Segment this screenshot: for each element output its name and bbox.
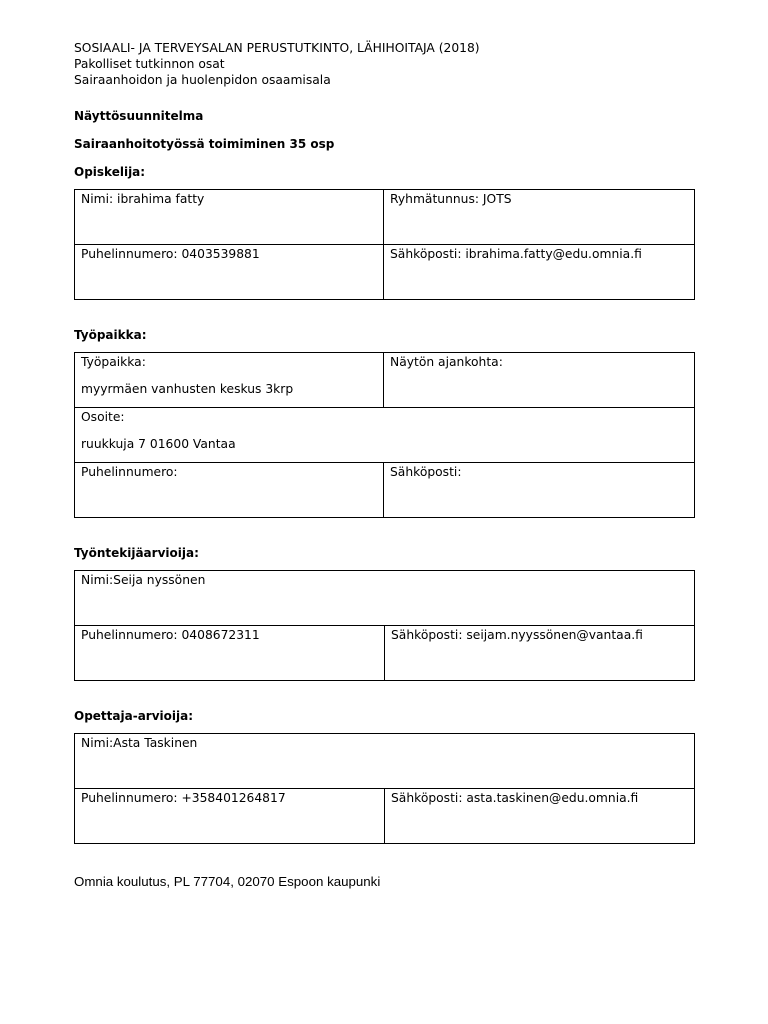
teacher-assessor-section-label: Opettaja-arvioija: bbox=[74, 709, 194, 723]
table-row bbox=[75, 626, 695, 681]
table-row bbox=[75, 190, 695, 245]
employer-assessor-section-label: Työntekijäarvioija: bbox=[74, 546, 199, 560]
workplace-name-label: Työpaikka: bbox=[81, 355, 146, 369]
student-group-cell: Ryhmätunnus: JOTS bbox=[384, 190, 695, 245]
workplace-phone-cell: Puhelinnumero: bbox=[75, 463, 384, 518]
teacher-assessor-phone-cell: Puhelinnumero: +358401264817 bbox=[75, 789, 385, 844]
table-row bbox=[75, 571, 695, 626]
student-table bbox=[74, 189, 695, 300]
teacher-assessor-email-cell: Sähköposti: asta.taskinen@edu.omnia.fi bbox=[385, 789, 695, 844]
degree-parts: Pakolliset tutkinnon osat bbox=[74, 57, 225, 71]
employer-assessor-name-cell: Nimi:Seija nyssönen bbox=[75, 571, 695, 626]
degree-specialization: Sairaanhoidon ja huolenpidon osaamisala bbox=[74, 73, 331, 87]
workplace-section-label: Työpaikka: bbox=[74, 328, 147, 342]
document-title: Näyttösuunnitelma bbox=[74, 109, 204, 123]
teacher-assessor-table bbox=[74, 733, 695, 844]
employer-assessor-table bbox=[74, 570, 695, 681]
table-row bbox=[75, 789, 695, 844]
table-row bbox=[75, 408, 695, 463]
module-title: Sairaanhoitotyössä toimiminen 35 osp bbox=[74, 137, 335, 151]
table-row bbox=[75, 353, 695, 408]
workplace-address-cell bbox=[75, 408, 695, 463]
workplace-table bbox=[74, 352, 695, 518]
footer-address: Omnia koulutus, PL 77704, 02070 Espoon kaupunki bbox=[74, 874, 381, 889]
document-header bbox=[74, 40, 695, 94]
degree-title: SOSIAALI- JA TERVEYSALAN PERUSTUTKINTO, LÄHIHOITAJA (2018) bbox=[74, 41, 480, 55]
exam-time-cell: Näytön ajankohta: bbox=[384, 353, 695, 408]
workplace-name-cell bbox=[75, 353, 384, 408]
table-row bbox=[75, 463, 695, 518]
workplace-address-value: ruukkuja 7 01600 Vantaa bbox=[81, 437, 236, 451]
student-email-cell: Sähköposti: ibrahima.fatty@edu.omnia.fi bbox=[384, 245, 695, 300]
student-phone-cell: Puhelinnumero: 0403539881 bbox=[75, 245, 384, 300]
student-name-cell: Nimi: ibrahima fatty bbox=[75, 190, 384, 245]
workplace-name-value: myyrmäen vanhusten keskus 3krp bbox=[81, 382, 294, 396]
workplace-email-cell: Sähköposti: bbox=[384, 463, 695, 518]
employer-assessor-phone-cell: Puhelinnumero: 0408672311 bbox=[75, 626, 385, 681]
document-page bbox=[74, 40, 695, 890]
student-section-label: Opiskelija: bbox=[74, 165, 146, 179]
table-row bbox=[75, 734, 695, 789]
table-row bbox=[75, 245, 695, 300]
employer-assessor-email-cell: Sähköposti: seijam.nyyssönen@vantaa.fi bbox=[385, 626, 695, 681]
teacher-assessor-name-cell: Nimi:Asta Taskinen bbox=[75, 734, 695, 789]
workplace-address-label: Osoite: bbox=[81, 410, 125, 424]
